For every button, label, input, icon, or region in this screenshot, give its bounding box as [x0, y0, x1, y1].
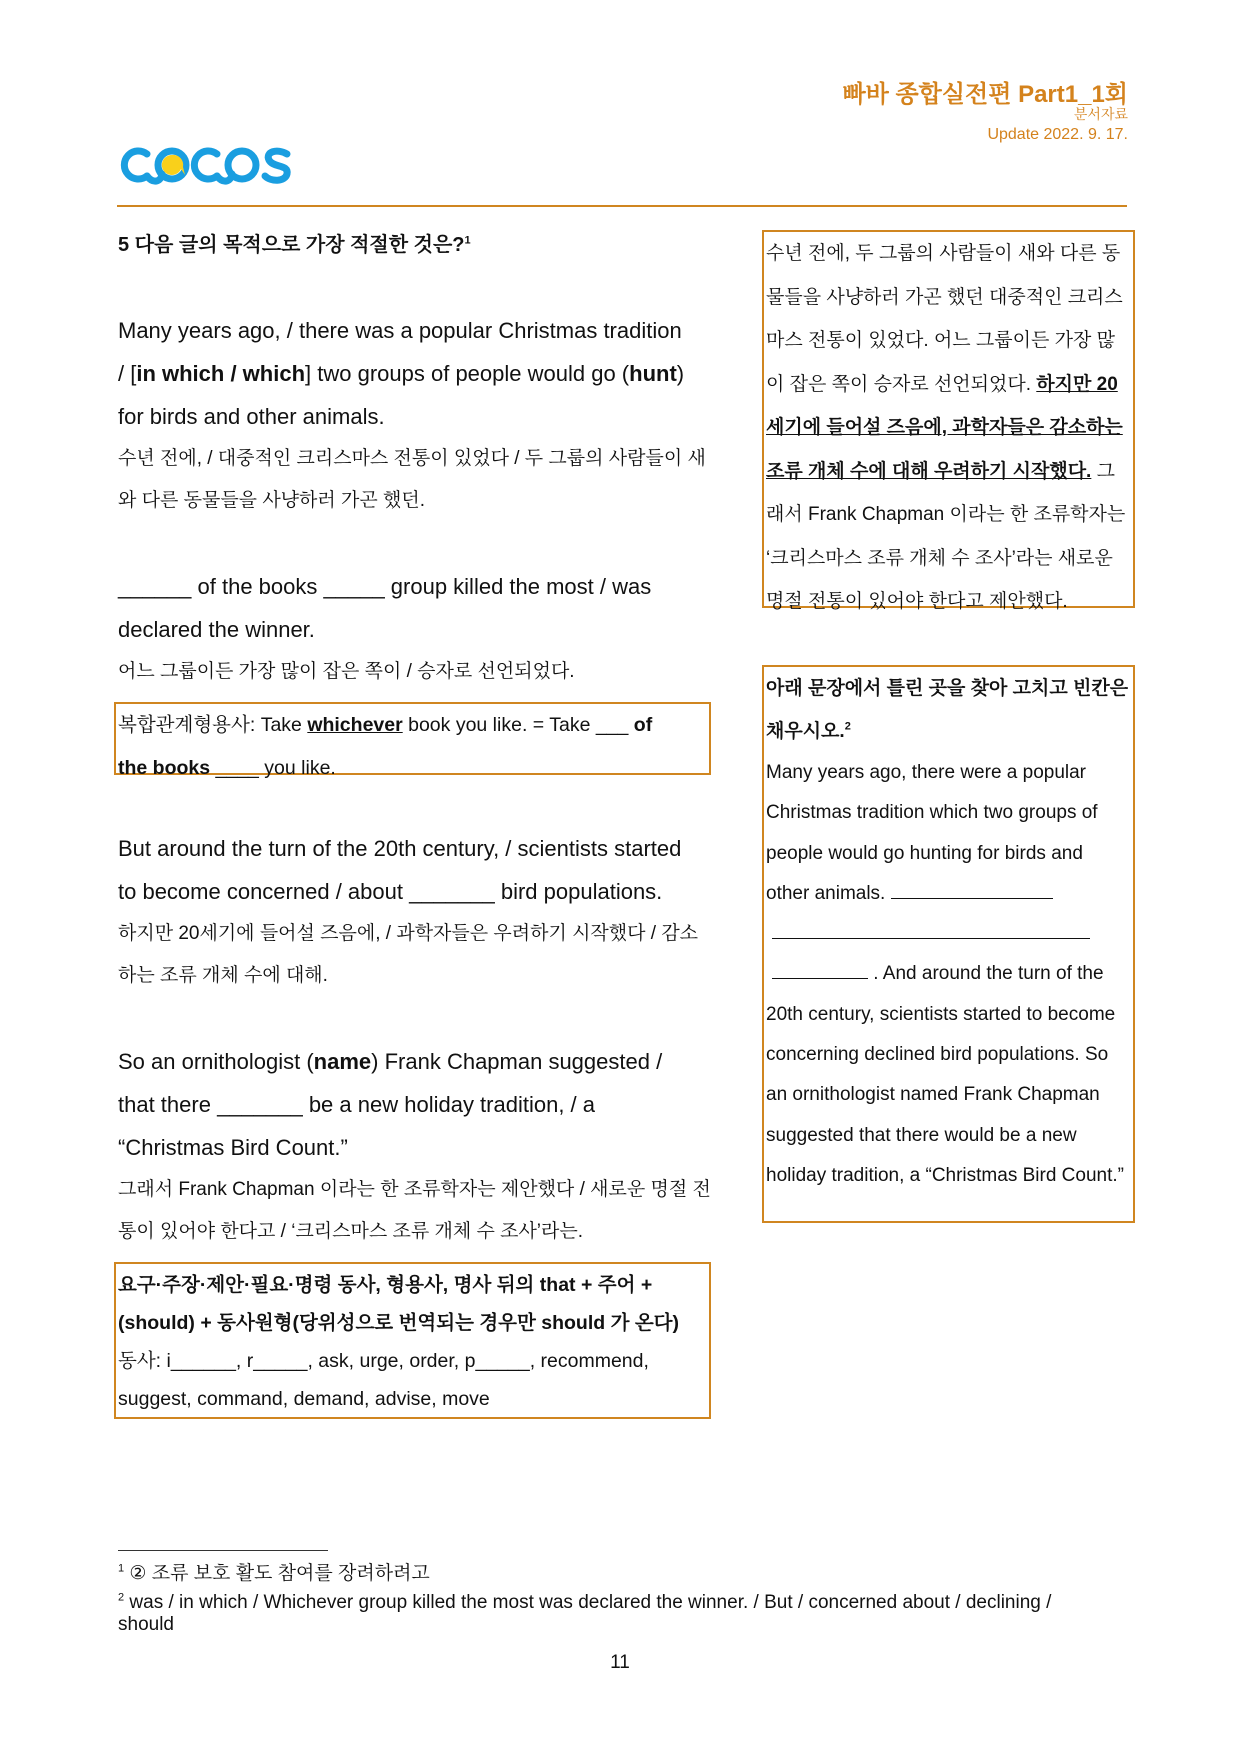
passage-sentence-1 [118, 309, 713, 522]
footnote-divider [118, 1550, 328, 1551]
answer-blank[interactable] [772, 937, 1090, 939]
logo-icon [117, 142, 297, 188]
sentence-en: ______ of the books _____ group killed the most / was declared the winner. [118, 574, 652, 642]
footnote-1: $^1$ ② 조류 보호 활도 참여를 장려하려고 [118, 1562, 430, 1584]
sentence-ko: 수년 전에, / 대중적인 크리스마스 전통이 있었다 / 두 그룹의 사람들이 새와 다른 동물들을 사냥하러 가곤 했던. [118, 448, 706, 511]
header-divider [117, 205, 1127, 207]
document-subtitle: 분서자료 [1073, 106, 1128, 122]
bold-choice: in which / which [136, 361, 306, 386]
bold-verb: hunt [629, 361, 677, 386]
answer-blank[interactable] [772, 977, 868, 979]
passage-sentence-4 [118, 1040, 713, 1253]
answer-blank[interactable] [891, 897, 1053, 899]
exercise-title: 아래 문장에서 틀린 곳을 찾아 고치고 빈칸은 채우시오.$^2$ [766, 678, 1129, 742]
passage-sentence-2 [118, 565, 713, 693]
sentence-en: So an ornithologist (name) Frank Chapman suggested / that there _______ be a new holiday tradition, / a “Christmas Bird Count.” [118, 1049, 663, 1160]
document-title: 빠바 종합실전편 Part1_1회 [842, 81, 1128, 108]
footnote-2: $^2$ was / in which / Whichever group killed the most was declared the winner. / But / concerned about / declining / should [118, 1591, 1052, 1635]
sentence-en: But around the turn of the 20th century, / scientists started to become concerned / about _______ bird populations. [118, 836, 682, 904]
sentence-ko: 어느 그룹이든 가장 많이 잡은 쪽이 / 승자로 선언되었다. [118, 661, 575, 682]
page-number: 11 [610, 1652, 630, 1673]
passage-sentence-3 [118, 827, 713, 997]
footnote-ref: 1 [464, 234, 471, 247]
sentence-ko: 그래서 Frank Chapman 이라는 한 조류학자는 제안했다 / 새로운 명절 전통이 있어야 한다고 / ‘크리스마스 조류 개체 수 조사’라는. [118, 1179, 711, 1242]
sentence-ko: 하지만 20세기에 들어설 즈음에, / 과학자들은 우려하기 시작했다 / 감소하는 조류 개체 수에 대해. [118, 923, 699, 986]
highlighted-sentence: 하지만 20세기에 들어설 즈음에, 과학자들은 감소하는 조류 개체 수에 대해 우려하기 시작했다. [766, 373, 1123, 482]
grammar-box-subjunctive: 요구·주장·제안·필요·명령 동사, 형용사, 명사 뒤의 that + 주어 + (should) + 동사원형(당위성으로 번역되는 경우만 should 가 온다) 동사: i______, r_____, ask, urge, order, p_____, recommend, suggest, command, demand, advise, move [114, 1262, 711, 1419]
translation-box: 수년 전에, 두 그룹의 사람들이 새와 다른 동물들을 사냥하러 가곤 했던 대중적인 크리스마스 전통이 있었다. 어느 그룹이든 가장 많이 잡은 쪽이 승자로 선언되었다. 하지만 20세기에 들어설 즈음에, 과학자들은 감소하는 조류 개체 수에 대해 우려하기 시작했다. 그래서 Frank Chapman 이라는 한 조류학자는 ‘크리스마스 조류 개체 수 조사’라는 새로운 명절 전통이 있어야 한다고 제안했다. [762, 230, 1135, 608]
question-title: 5 다음 글의 목적으로 가장 적절한 것은?$^1$ [118, 234, 471, 256]
sentence-en: Many years ago, / there was a popular Christmas tradition / [in which / which] two groups of people would go (hunt) for birds and other animals. [118, 318, 685, 429]
grammar-box-whichever: 복합관계형용사: Take whichever book you like. = Take ___ of the books ____ you like. [114, 702, 711, 775]
cocos-logo [117, 142, 297, 188]
update-date: Update 2022. 9. 17. [987, 126, 1128, 143]
correction-exercise-box: 아래 문장에서 틀린 곳을 찾아 고치고 빈칸은 채우시오.$^2$ Many years ago, there were a popular Christmas tradition which two groups of people would go hunting for birds and other animals. . And around the turn of the 20th century, scientists started to become concerning declined bird populations. So an ornithologist named Frank Chapman suggested that there would be a new holiday tradition, a “Christmas Bird Count.” [762, 665, 1135, 1223]
